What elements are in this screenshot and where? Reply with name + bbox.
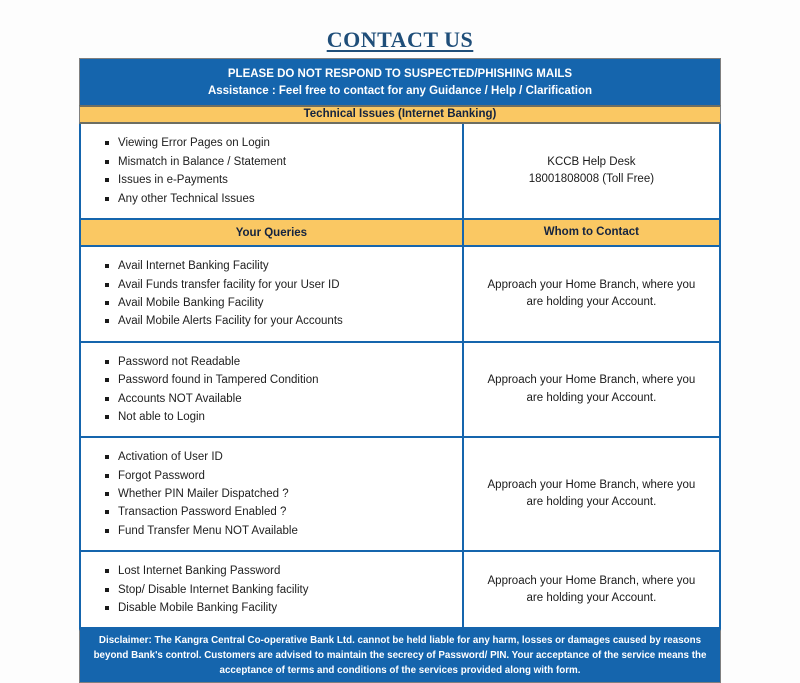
technical-issues-header: Technical Issues (Internet Banking) — [79, 105, 721, 124]
list-item: Not able to Login — [105, 408, 319, 426]
queries-list — [105, 448, 298, 540]
list-item: Issues in e-Payments — [105, 171, 286, 189]
contact-cell: Approach your Home Branch, where you are holding your Account. — [487, 374, 696, 404]
list-item: Fund Transfer Menu NOT Available — [105, 522, 298, 540]
list-item: Transaction Password Enabled ? — [105, 503, 298, 521]
queries-cell — [81, 247, 464, 341]
list-item: Avail Mobile Alerts Facility for your Accounts — [105, 312, 343, 330]
queries-cell — [81, 343, 464, 437]
list-item: Viewing Error Pages on Login — [105, 134, 286, 152]
technical-issues-list — [105, 134, 286, 208]
list-item: Stop/ Disable Internet Banking facility — [105, 581, 309, 599]
list-item: Mismatch in Balance / Statement — [105, 153, 286, 171]
phishing-warning-banner — [79, 58, 721, 105]
list-item: Whether PIN Mailer Dispatched ? — [105, 485, 298, 503]
queries-list — [105, 562, 309, 617]
table-row-technical-issues — [81, 124, 719, 220]
list-item: Password found in Tampered Condition — [105, 371, 319, 389]
list-item: Lost Internet Banking Password — [105, 562, 309, 580]
list-item: Avail Mobile Banking Facility — [105, 294, 343, 312]
table-row — [81, 343, 719, 439]
contact-table — [79, 58, 721, 683]
contact-cell: Approach your Home Branch, where you are holding your Account. — [487, 479, 696, 509]
contact-cell: Approach your Home Branch, where you are holding your Account. — [487, 574, 696, 604]
disclaimer-footer: Disclaimer: The Kangra Central Co-operative Bank Ltd. cannot be held liable for any harm, losses or damages caused by reasons beyond Bank's control. Customers are advised to maintain the secrecy of Password/ PIN. Your acceptance of the service means the acceptance of terms and conditions of the services provided along with form. — [79, 629, 721, 683]
list-item: Avail Funds transfer facility for your User ID — [105, 276, 343, 294]
table-row — [81, 552, 719, 629]
list-item: Any other Technical Issues — [105, 190, 286, 208]
table-body — [79, 124, 721, 629]
list-item: Password not Readable — [105, 353, 319, 371]
queries-list — [105, 353, 319, 427]
column-header-whom-to-contact: Whom to Contact — [464, 220, 719, 245]
queries-cell — [81, 438, 464, 550]
assistance-line: Assistance : Feel free to contact for any Guidance / Help / Clarification — [207, 84, 593, 97]
list-item: Avail Internet Banking Facility — [105, 257, 343, 275]
list-item: Activation of User ID — [105, 448, 298, 466]
helpdesk-contact-cell — [464, 124, 719, 218]
phishing-warning-line: PLEASE DO NOT RESPOND TO SUSPECTED/PHISHING MAILS — [227, 68, 573, 80]
list-item: Disable Mobile Banking Facility — [105, 599, 309, 617]
table-row — [81, 247, 719, 343]
helpdesk-name: KCCB Help Desk — [547, 155, 636, 168]
table-header-row — [81, 220, 719, 247]
table-row — [81, 438, 719, 552]
list-item: Accounts NOT Available — [105, 390, 319, 408]
contact-cell: Approach your Home Branch, where you are holding your Account. — [487, 278, 696, 308]
list-item: Forgot Password — [105, 467, 298, 485]
helpdesk-phone: 18001808008 (Toll Free) — [528, 173, 655, 186]
column-header-your-queries: Your Queries — [81, 220, 464, 245]
technical-issues-cell — [81, 124, 464, 218]
page-title: CONTACT US — [326, 27, 474, 52]
queries-list — [105, 257, 343, 331]
queries-cell — [81, 552, 464, 627]
